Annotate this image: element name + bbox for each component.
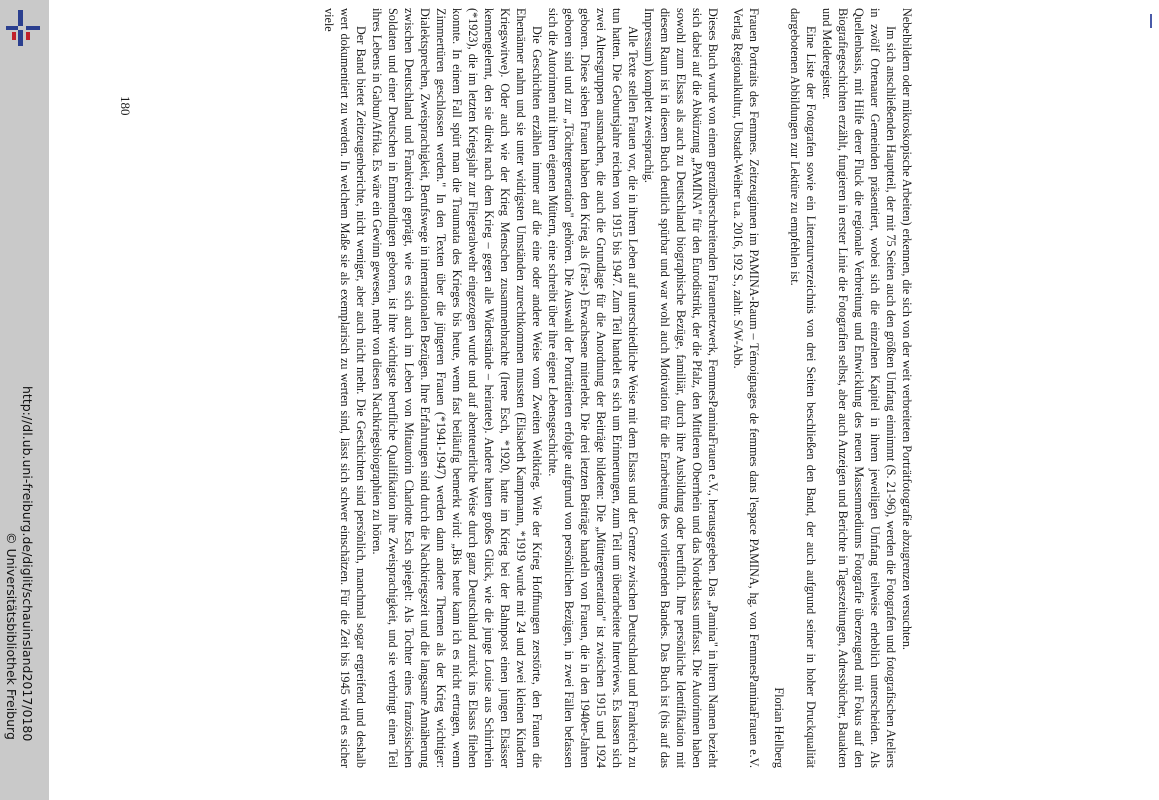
paragraph: Nebelbildern oder mikroskopische Arbeiten) erkennen, die sich von der weit verbreiteten Porträtfotografie abzugrenzen versuchten. (900, 8, 914, 650)
viewer-sidebar (0, 0, 49, 800)
paragraph: Eine Liste der Fotografen sowie ein Literaturverzeichnis von drei Seiten beschließen den Band, der auch aufgrund seiner in hoher Druckqualität dargebotenen Abbildungen zur Lektüre zu empfehlen ist. (788, 8, 818, 768)
book-citation: Frauen Portraits des Femmes. Zeitzeuginnen im PAMINA-Raum – Témoignages de femmes dans l'espace PAMINA, hg. von FemmesPaminaFrauen e.V. Verlag Regionalkultur, Ubstadt-Weiher u.a. 2016, 192 S., zahlr. S/W-Abb. (731, 8, 761, 768)
paragraph: Der Band bietet Zeitzeugenberichte, nicht weniger, aber auch nicht mehr. Die Geschichten sind persönlich, manchmal sogar ergreifend und deshalb wert dokumentiert zu werden. In welchem Maße sie als exemplarisch zu werten sind, lässt sich schwer einschätzen. Für die Zeit bis 1945 wird es sicher viele (322, 8, 368, 768)
paragraph: Die Geschichten erzählen immer auf die eine oder andere Weise vom Zweiten Weltkrieg. Wie der Krieg Hoffnungen zerstörte, den Frauen die Ehemänner nahm und sie unter widrigsten Umständen zurechtkommen mussten (Elisabeth Kampmann, *1919 wurde mit 24 und zwei kleinen Kindern Kriegswitwe). Oder auch wie der Krieg Menschen zusammenbrachte (Irene Esch, *1920, hatte im Krieg bei der Bahnpost einen jungen Elsässer kennengelernt, den sie direkt nach dem Krieg – gegen alle Widerstände – heiratete). Andere hatten großes Glück, wie die junge Louise aus Schirrhein (*1923), die im letzten Kriegsjahr zur Fliegerabwehr eingezogen wurde und auf abenteuerliche Weise durch ganz Deutschland zurück ins Elsass fliehen konnte. In einem Fall spürt man die Traumata des Krieges bis heute, wenn fast beiläufig bemerkt wird: „Bis heute kann ich es nicht ertragen, wenn Zimmertüren geschlossen werden." In den Texten über die jüngeren Frauen (*1941-1947) werden dann andere Themen als der Krieg wichtiger: Dialektsprechen, Zweisprachigkeit, Berufswege in internationalen Bezügen. Ihre Erfahrungen sind durch die Nachkriegszeit und die langsame Annäherung zwischen Deutschland und Frankreich geprägt, wie es sich auch im Leben von Mitautorin Charlotte Esch spiegelt: Als Tochter eines französischen Soldaten und einer Deutschen in Emmendingen geboren, ist ihre wichtigste berufliche Qualifikation ihre Zweisprachigkeit, und sie verbringt einen Teil ihres Lebens in Gabun/Afrika. Es wäre ein Gewinn gewesen, mehr von diesen Nachkriegsbiographien zu hören. (370, 8, 544, 768)
page-edge-marker-icon (1149, 14, 1155, 28)
paragraph: Im sich anschließenden Hauptteil, der mit 75 Seiten auch den größten Umfang einnimmt (S. 21-96), werden die Fotografen und fotografischen Ateliers in zwölf Ortenauer Gemeinden präsentiert, wobei sich die einzelnen Kapitel in ihrem jeweiligen Umfang teilweise erheblich unterscheiden. Als Quellenbasis, mit Hilfe derer Fluck die regionale Verbreitung und Entwicklung des neuen Massenmediums Fotografie überzeugend mit Fokus auf den Biografiegeschichten erzählt, fungieren in erster Linie die Fotografien selbst, aber auch Anzeigen und Berichte in Tageszeitungen, Adressbücher, Bauakten und Melderegister. (820, 8, 898, 768)
scanned-page (55, 0, 1159, 800)
review-author: Florian Hellberg (772, 687, 786, 768)
page-number: 180 (118, 96, 133, 116)
paragraph: Dieses Buch wurde von einem grenzüberschreitenden Frauennetzwerk, FemmesPaminaFrauen e.V., herausgegeben. Das „Pamina" in ihrem Namen bezieht sich dabei auf die Abkürzung „PAMINA" für den Eurodistrikt, der die Pfalz, den Mittleren Oberrhein und das Nordelsass umfasst. Die Autorinnen haben sowohl zum Elsass als auch zu Deutschland biographische Bezüge, familiär, durch ihre Ausbildung oder beruflich. Ihre persönliche Identifikation mit diesem Raum ist in diesem Buch deutlich spürbar und war wohl auch Motivation für die Erarbeitung des vorliegenden Bandes. Das Buch ist (bis auf das Impressum) komplett zweisprachig. (642, 8, 720, 768)
ub-freiburg-logo-icon (4, 6, 42, 48)
copyright-notice: © Universitätsbibliothek Freiburg (4, 532, 19, 740)
source-url[interactable]: http://dl.ub.uni-freiburg.de/diglit/schauinsland2017/0180 (20, 386, 35, 742)
page-text-column (135, 8, 915, 768)
paragraph: Alle Texte stellen Frauen vor, die in ihrem Leben auf unterschiedliche Weise mit dem Elsass und der Grenze zwischen Deutschland und Frankreich zu tun hatten. Die Geburtsjahre reichen von 1915 bis 1947. Zum Teil handelt es sich um Erinnerungen, zum Teil um überarbeitete Interviews. Es lassen sich zwei Altersgruppen ausmachen, die auch die Grundlage für die Anordnung der Beiträge bildeten: Die „Müttergeneration" ist zwischen 1915 und 1924 geboren. Diese sieben Frauen haben den Krieg als (Fast-) Erwachsene miterlebt. Die drei letzten Beiträge handeln von Frauen, die in den 1940er-Jahren geboren sind und zur „Töchtergeneration" gehören. Die Auswahl der Porträtierten erfolgte aufgrund von persönlichen Bezügen, in zwei Fällen befassen sich die Autorinnen mit ihren eigenen Müttern, eine schreibt über ihre eigene Lebensgeschichte. (546, 8, 640, 768)
